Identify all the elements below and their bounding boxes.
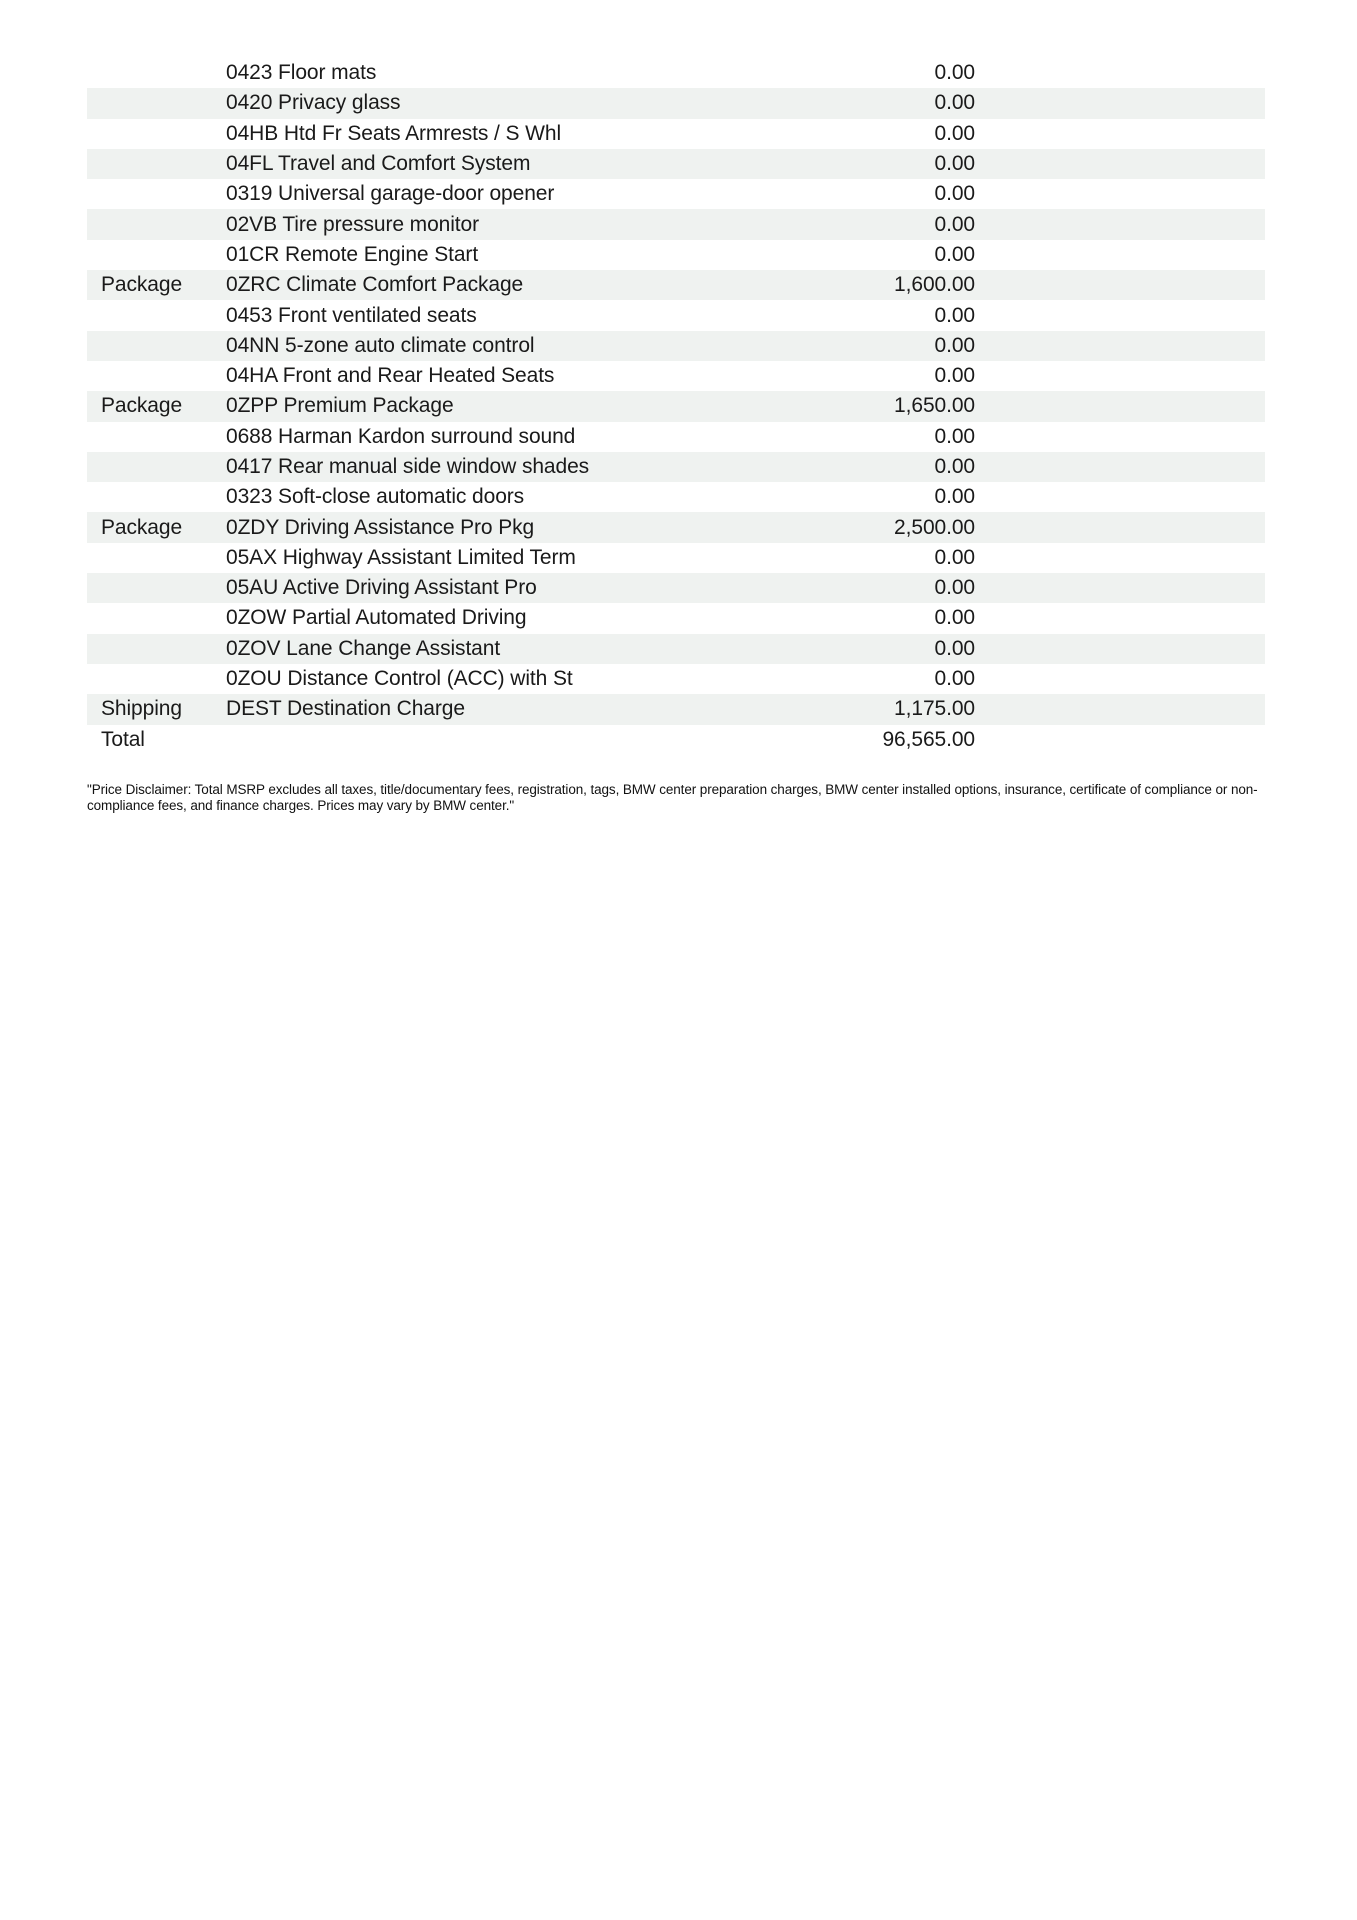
row-item-label: 0ZPP Premium Package [226, 394, 454, 418]
table-row [87, 543, 1265, 573]
row-price-value: 0.00 [934, 485, 975, 509]
row-category-label: Shipping [101, 697, 182, 721]
table-row [87, 119, 1265, 149]
row-category-label: Total [101, 727, 145, 751]
table-row [87, 512, 1265, 542]
row-item-label: 0688 Harman Kardon surround sound [226, 424, 576, 448]
table-row [87, 573, 1265, 603]
row-item-label: 04NN 5-zone auto climate control [226, 333, 535, 357]
row-price-value: 2,500.00 [894, 515, 975, 539]
row-item-label: 05AU Active Driving Assistant Pro [226, 576, 537, 600]
row-item-label: 05AX Highway Assistant Limited Term [226, 545, 576, 569]
row-item-label: 0423 Floor mats [226, 61, 377, 85]
row-price-value: 1,175.00 [894, 697, 975, 721]
row-price-value: 0.00 [934, 212, 975, 236]
row-category-label: Package [101, 273, 183, 297]
row-price-value: 0.00 [934, 182, 975, 206]
row-item-label: 0420 Privacy glass [226, 91, 401, 115]
row-price-value: 0.00 [934, 91, 975, 115]
table-row [87, 361, 1265, 391]
table-row [87, 391, 1265, 421]
row-item-label: 0417 Rear manual side window shades [226, 455, 590, 478]
row-item-label: 02VB Tire pressure monitor [226, 212, 480, 236]
row-item-label: 0323 Soft-close automatic doors [226, 485, 525, 509]
table-row [87, 603, 1265, 633]
table-row [87, 209, 1265, 239]
row-item-label: 0ZOU Distance Control (ACC) with St [226, 667, 573, 691]
table-row [87, 300, 1265, 330]
row-category-label: Package [101, 394, 183, 418]
row-price-value: 0.00 [934, 242, 975, 266]
table-row [87, 452, 1265, 482]
row-item-label: 04HB Htd Fr Seats Armrests / S Whl [226, 121, 562, 145]
row-price-value: 0.00 [934, 606, 975, 630]
row-item-label: 04FL Travel and Comfort System [226, 152, 531, 176]
table-row [87, 634, 1265, 664]
row-category-label: Package [101, 515, 183, 539]
row-item-label: 0ZOW Partial Automated Driving [226, 606, 527, 630]
row-price-value: 0.00 [934, 121, 975, 145]
row-price-value: 0.00 [934, 303, 975, 327]
row-price-value: 0.00 [934, 364, 975, 388]
table-row [87, 240, 1265, 270]
options-table [87, 58, 1265, 755]
row-price-value: 0.00 [934, 455, 975, 478]
table-row [87, 422, 1265, 452]
table-row [87, 694, 1265, 724]
row-price-value: 0.00 [934, 424, 975, 448]
table-row [87, 149, 1265, 179]
row-price-value: 0.00 [934, 576, 975, 600]
table-row [87, 58, 1265, 88]
row-price-value: 0.00 [934, 636, 975, 660]
row-item-label: 0ZDY Driving Assistance Pro Pkg [226, 515, 535, 539]
row-item-label: 01CR Remote Engine Start [226, 242, 479, 266]
row-item-label: 0ZOV Lane Change Assistant [226, 636, 501, 660]
row-price-value: 0.00 [934, 545, 975, 569]
row-price-value: 96,565.00 [882, 727, 975, 751]
table-row [87, 331, 1265, 361]
row-price-value: 0.00 [934, 667, 975, 691]
price-disclaimer-text: "Price Disclaimer: Total MSRP excludes all taxes, title/documentary fees, registration, tags, BMW center preparation charges, BMW center installed options, insurance, certificate of compliance or non-compliance fees, and finance charges. Prices may vary by BMW center." [87, 782, 1258, 813]
table-row [87, 179, 1265, 209]
row-price-value: 0.00 [934, 333, 975, 357]
row-item-label: DEST Destination Charge [226, 697, 465, 721]
row-price-value: 0.00 [934, 152, 975, 176]
row-item-label: 0319 Universal garage-door opener [226, 182, 555, 206]
table-row [87, 88, 1265, 118]
table-row [87, 482, 1265, 512]
row-price-value: 0.00 [934, 61, 975, 85]
row-item-label: 0453 Front ventilated seats [226, 303, 477, 327]
row-price-value: 1,600.00 [894, 273, 975, 297]
table-row [87, 725, 1265, 755]
row-item-label: 04HA Front and Rear Heated Seats [226, 364, 555, 388]
table-row [87, 664, 1265, 694]
table-row [87, 270, 1265, 300]
row-price-value: 1,650.00 [894, 394, 975, 418]
row-item-label: 0ZRC Climate Comfort Package [226, 273, 524, 297]
